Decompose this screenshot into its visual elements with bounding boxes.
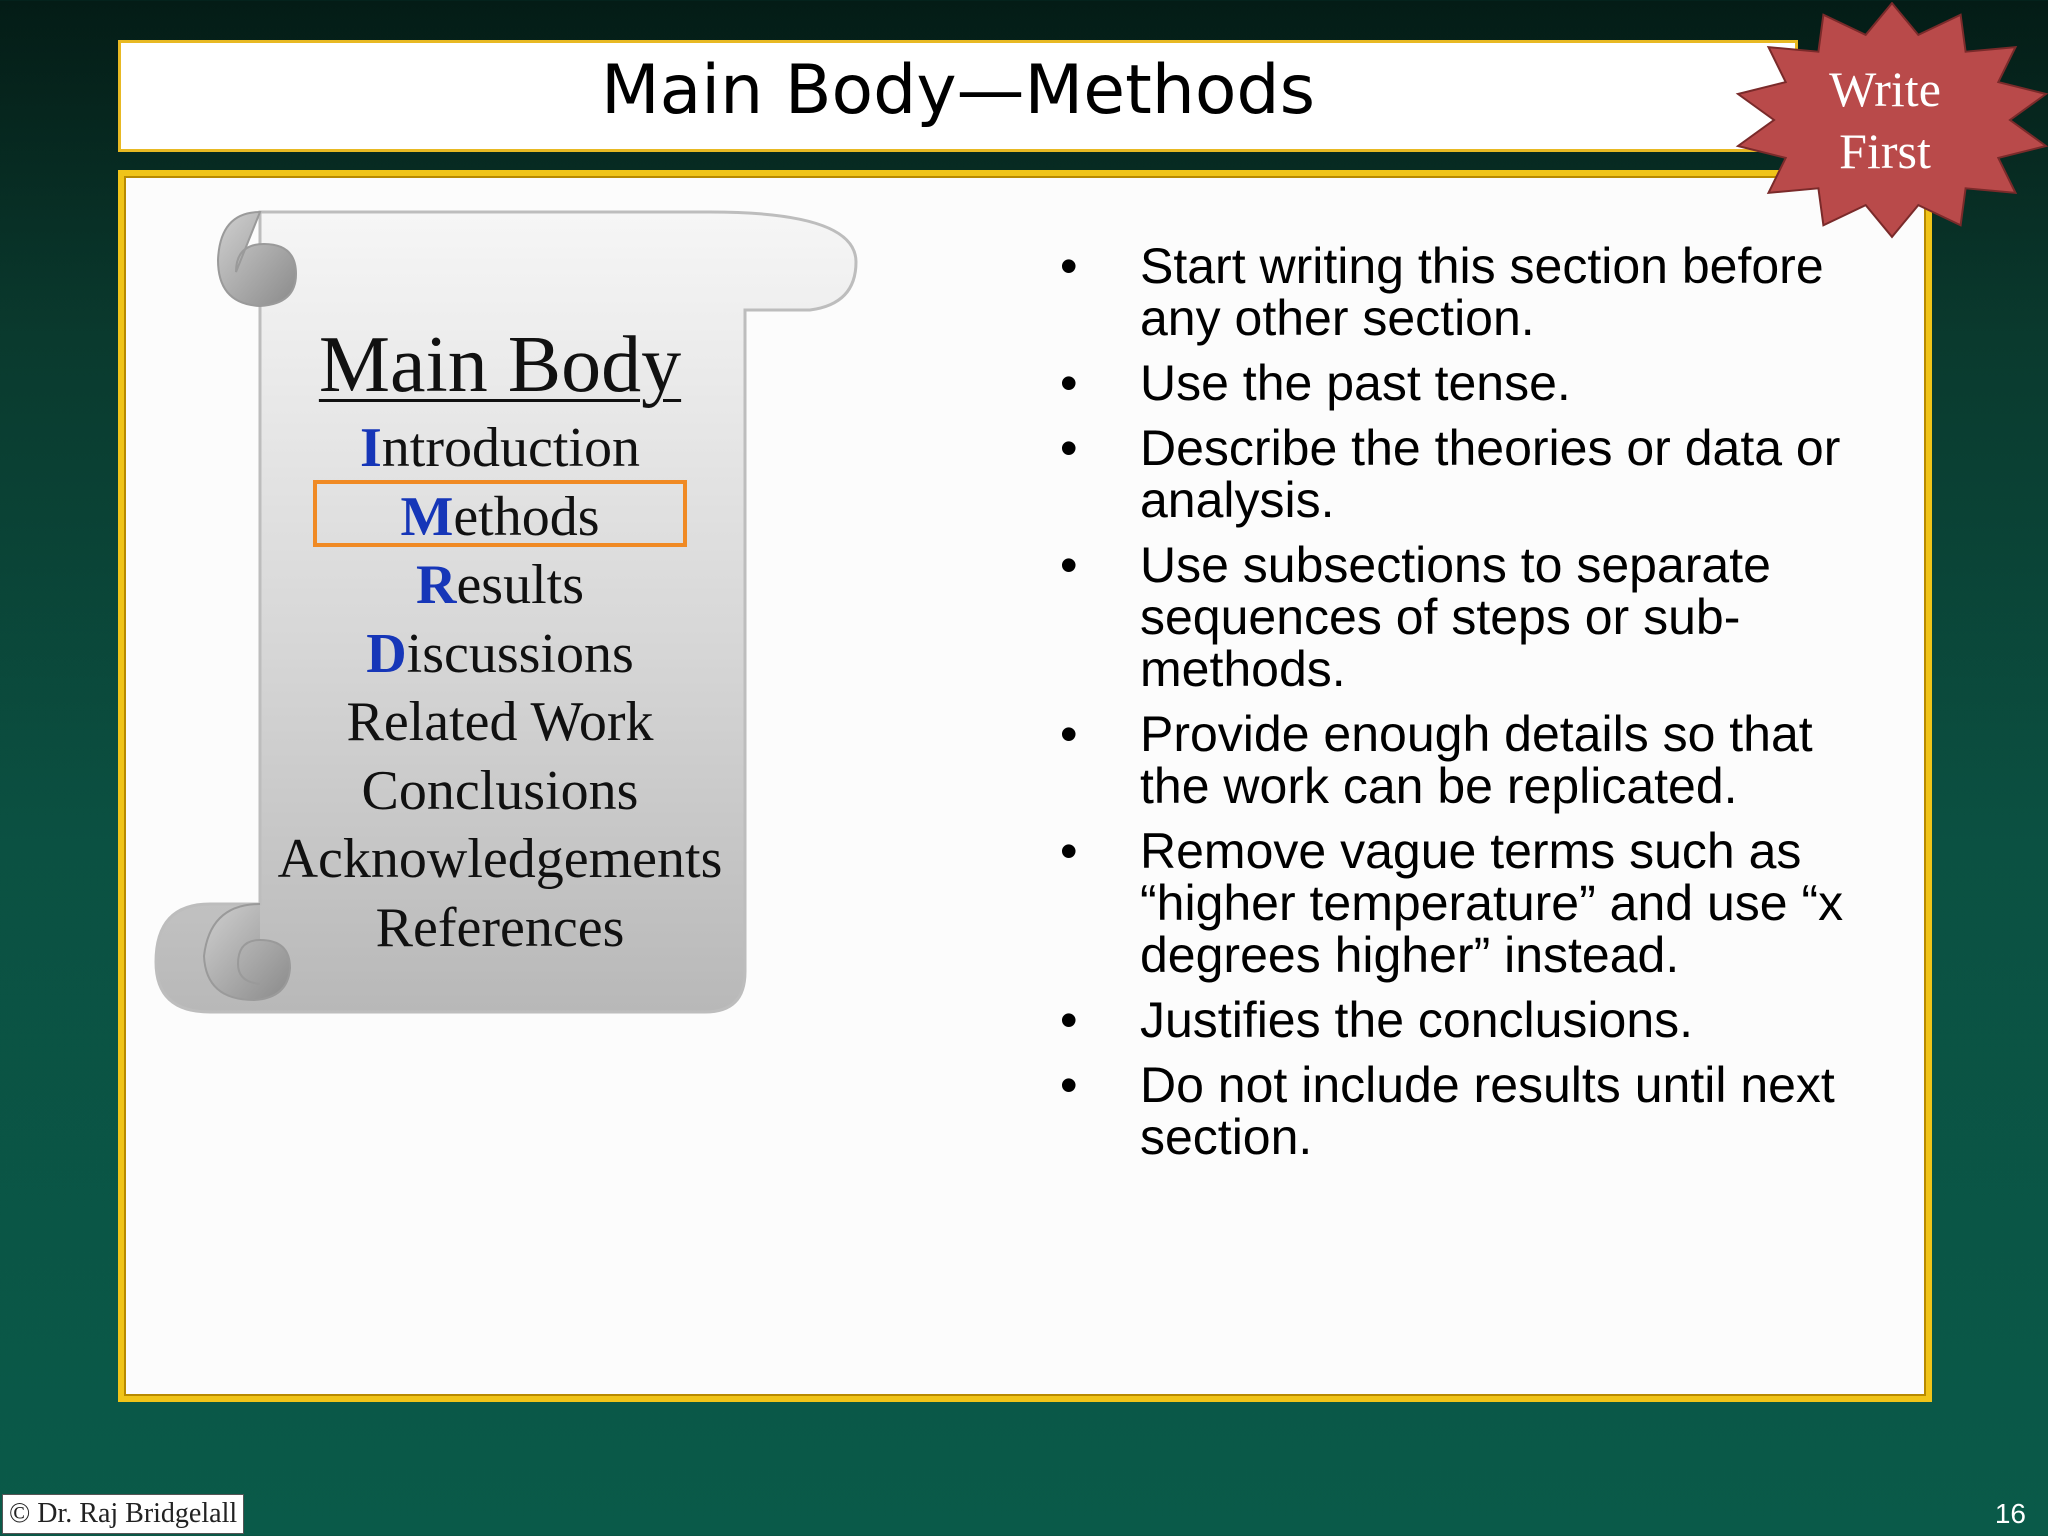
bullet-text: Use the past tense. <box>1140 355 1571 411</box>
bullet-text: Describe the theories or data or analysis. <box>1140 420 1841 528</box>
copyright-notice: © Dr. Raj Bridgelall <box>2 1494 244 1534</box>
scroll-item-initial: D <box>366 622 407 685</box>
bullet-item <box>1060 422 1880 526</box>
methods-highlight-box <box>313 480 687 547</box>
scroll-item <box>250 414 750 483</box>
bullet-marker: • <box>1060 238 1078 294</box>
scroll-heading: Main Body <box>318 321 682 409</box>
scroll-item-text: References <box>375 896 625 959</box>
bullet-item <box>1060 1059 1880 1163</box>
bullet-item <box>1060 240 1880 344</box>
slide-title: Main Body—Methods <box>600 51 1316 130</box>
bullet-text: Start writing this section before any other section. <box>1140 238 1824 346</box>
bullet-item <box>1060 825 1880 981</box>
bullet-item <box>1060 708 1880 812</box>
bullet-text: Remove vague terms such as “higher temperature” and use “x degrees higher” instead. <box>1140 823 1844 983</box>
title-bar <box>118 40 1798 152</box>
scroll-item-text: esults <box>456 554 584 616</box>
scroll-item-text: Acknowledgements <box>277 828 723 890</box>
scroll-item-text: Related Work <box>346 691 654 753</box>
bullet-item <box>1060 539 1880 695</box>
bullet-text: Use subsections to separate sequences of steps or sub-methods. <box>1140 537 1771 697</box>
page-number: 16 <box>1994 1498 2026 1529</box>
scroll-item-text: ethods <box>453 485 600 548</box>
scroll-item-text: iscussions <box>406 622 634 685</box>
scroll-item <box>250 825 750 894</box>
bullet-item <box>1060 994 1880 1046</box>
bullet-marker: • <box>1060 992 1078 1048</box>
bullet-text: Justifies the conclusions. <box>1140 992 1694 1048</box>
scroll-item-initial: I <box>360 417 382 479</box>
write-first-label <box>1710 58 2048 182</box>
bullet-marker: • <box>1060 355 1078 411</box>
bullet-marker: • <box>1060 1057 1078 1113</box>
scroll-item <box>250 551 750 620</box>
scroll-item-text: Conclusions <box>361 759 639 822</box>
bullet-text: Provide enough details so that the work can be replicated. <box>1140 706 1813 814</box>
scroll-item <box>250 894 750 963</box>
bullet-text: Do not include results until next section. <box>1140 1057 1835 1165</box>
scroll-list <box>250 320 750 962</box>
bullet-marker: • <box>1060 706 1078 762</box>
scroll-item-text: ntroduction <box>381 417 640 479</box>
bullet-list <box>1060 240 1880 1176</box>
scroll-item <box>250 688 750 757</box>
scroll-item <box>250 620 750 689</box>
scroll-item-initial: M <box>400 485 454 548</box>
badge-line-1: Write <box>1829 61 1941 117</box>
bullet-marker: • <box>1060 537 1078 593</box>
scroll-item <box>250 757 750 826</box>
bullet-item <box>1060 357 1880 409</box>
bullet-marker: • <box>1060 823 1078 879</box>
badge-line-2: First <box>1839 123 1931 179</box>
scroll-item-initial: R <box>415 554 457 616</box>
bullet-marker: • <box>1060 420 1078 476</box>
